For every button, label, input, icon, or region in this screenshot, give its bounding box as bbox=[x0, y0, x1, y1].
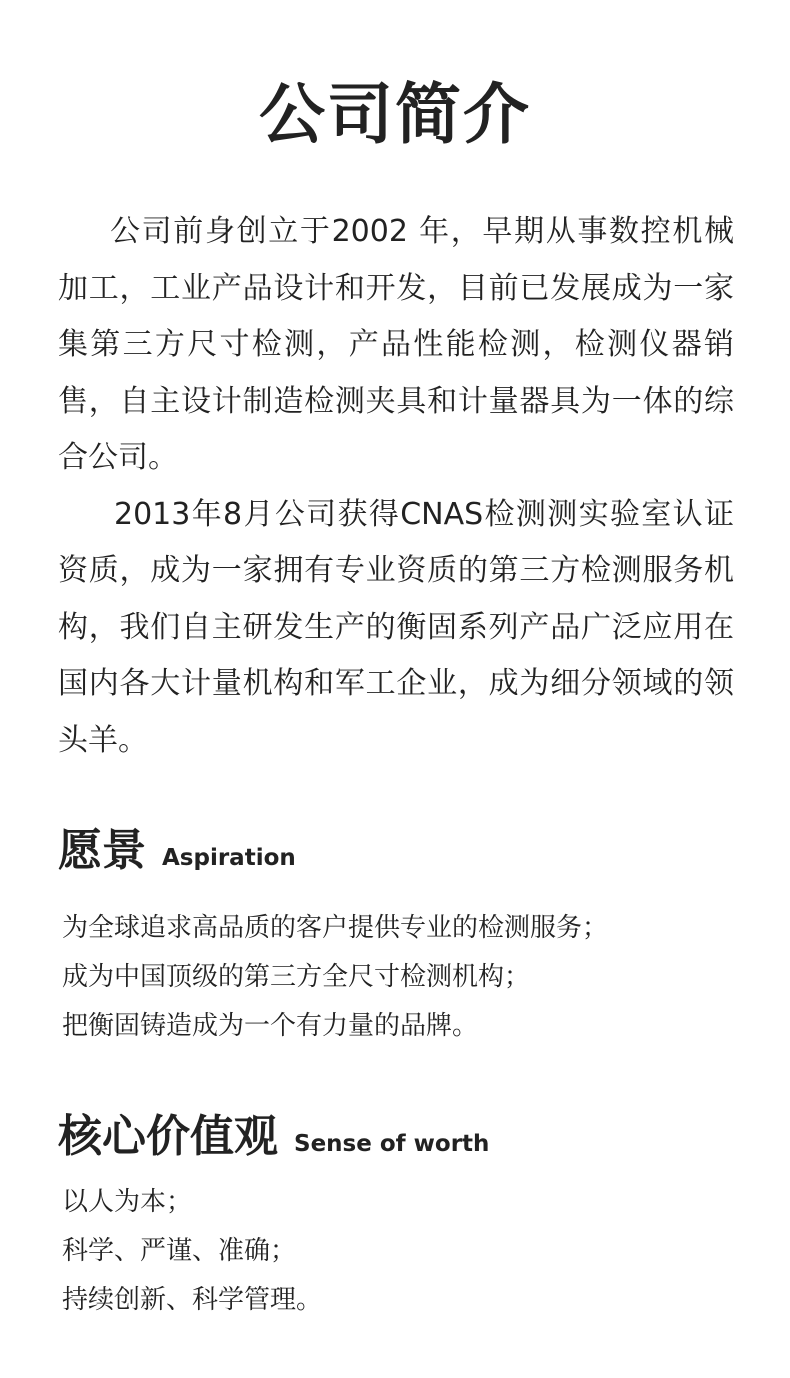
vision-item: 把衡固铸造成为一个有力量的品牌。 bbox=[62, 1011, 479, 1041]
vision-list bbox=[62, 904, 608, 1051]
page-title: 公司简介 bbox=[259, 76, 531, 153]
intro-paragraph: 公司前身创立于2002 年，早期从事数控机械加工，工业产品设计和开发，目前已发展成为一家集第三方尺寸检测，产品性能检测，检测仪器销售，自主设计制造检测夹具和计量器具为一体的综合公司。 bbox=[58, 214, 734, 475]
values-list bbox=[62, 1178, 322, 1325]
values-title-cn: 核心价值观 bbox=[58, 1111, 278, 1162]
intro-paragraph: 2013年8月公司获得CNAS检测测实验室认证资质，成为一家拥有专业资质的第三方检测服务机构，我们自主研发生产的衡固系列产品广泛应用在国内各大计量机构和军工企业，成为细分领域的领头羊。 bbox=[58, 496, 734, 758]
vision-title-cn: 愿景 bbox=[58, 825, 146, 876]
vision-heading bbox=[58, 814, 296, 878]
intro-text bbox=[58, 204, 734, 769]
values-heading bbox=[58, 1100, 489, 1164]
values-item: 持续创新、科学管理。 bbox=[62, 1285, 323, 1315]
vision-item: 成为中国顶级的第三方全尺寸检测机构； bbox=[62, 962, 531, 992]
vision-title-en: Aspiration bbox=[162, 845, 296, 871]
values-item: 科学、严谨、准确； bbox=[62, 1236, 297, 1266]
vision-item: 为全球追求高品质的客户提供专业的检测服务； bbox=[62, 913, 609, 943]
values-item: 以人为本； bbox=[62, 1187, 193, 1217]
values-title-en: Sense of worth bbox=[294, 1131, 490, 1157]
